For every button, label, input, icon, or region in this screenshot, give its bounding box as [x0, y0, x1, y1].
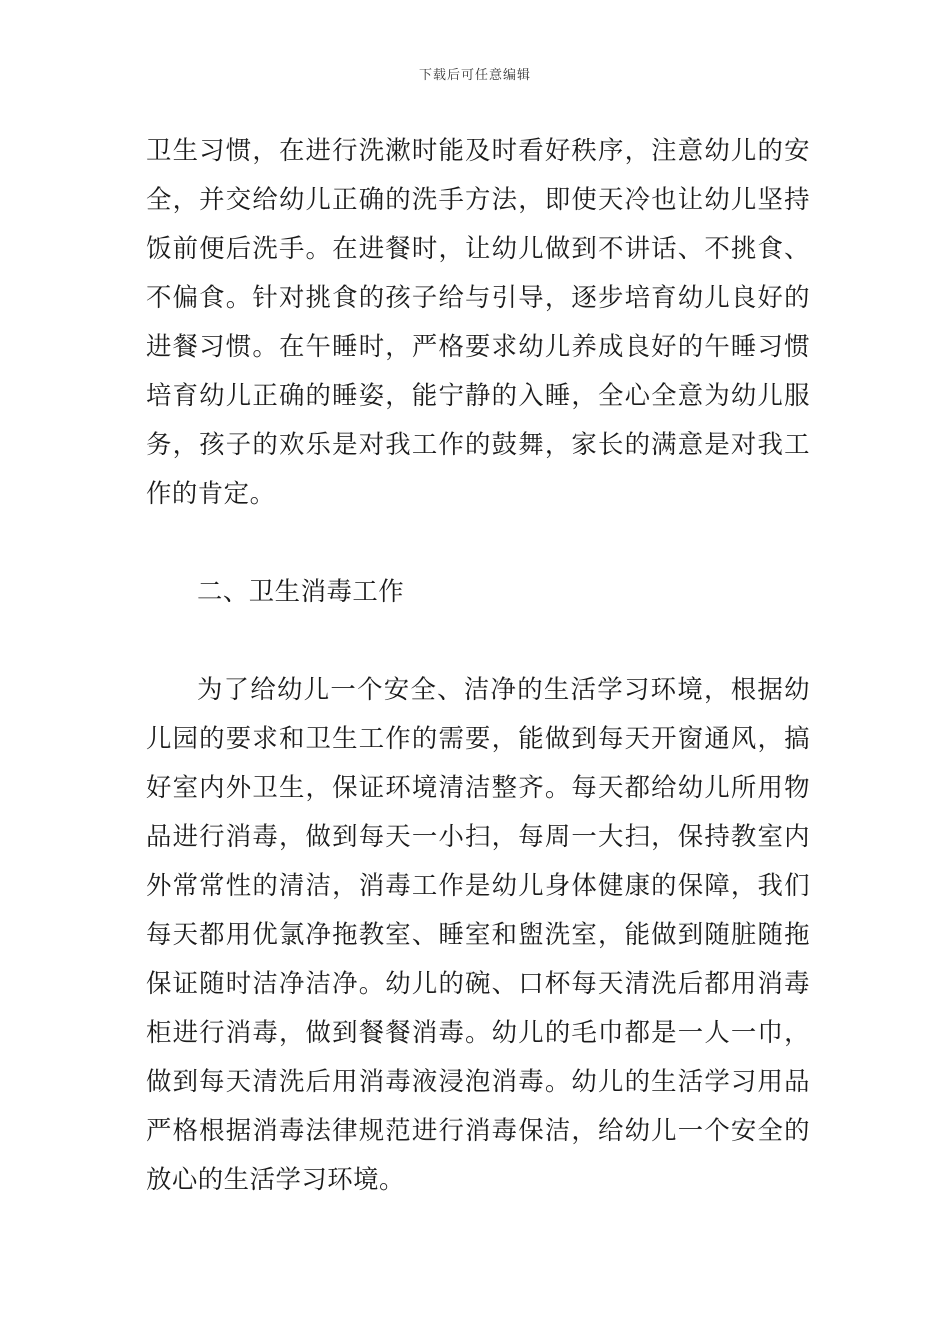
document-body: [146, 126, 810, 1204]
header-note: 下载后可任意编辑: [418, 68, 531, 83]
paragraph-continuation: 卫生习惯，在进行洗漱时能及时看好秩序，注意幼儿的安全，并交给幼儿正确的洗手方法，即使天冷也让幼儿坚持饭前便后洗手。在进餐时，让幼儿做到不讲话、不挑食、不偏食。针对挑食的孩子给与引导，逐步培育幼儿良好的进餐习惯。在午睡时，严格要求幼儿养成良好的午睡习惯培育幼儿正确的睡姿，能宁静的入睡，全心全意为幼儿服务，孩子的欢乐是对我工作的鼓舞，家长的满意是对我工作的肯定。: [146, 135, 810, 508]
paragraph-disinfection: 为了给幼儿一个安全、洁净的生活学习环境，根据幼儿园的要求和卫生工作的需要，能做到每天开窗通风，搞好室内外卫生，保证环境清洁整齐。每天都给幼儿所用物品进行消毒，做到每天一小扫，每周一大扫，保持教室内外常常性的清洁，消毒工作是幼儿身体健康的保障，我们每天都用优氯净拖教室、睡室和盥洗室，能做到随脏随拖保证随时洁净洁净。幼儿的碗、口杯每天清洗后都用消毒柜进行消毒，做到餐餐消毒。幼儿的毛巾都是一人一巾，做到每天清洗后用消毒液浸泡消毒。幼儿的生活学习用品严格根据消毒法律规范进行消毒保洁，给幼儿一个安全的放心的生活学习环境。: [146, 674, 810, 1194]
section-heading: 二、卫生消毒工作: [197, 576, 405, 606]
